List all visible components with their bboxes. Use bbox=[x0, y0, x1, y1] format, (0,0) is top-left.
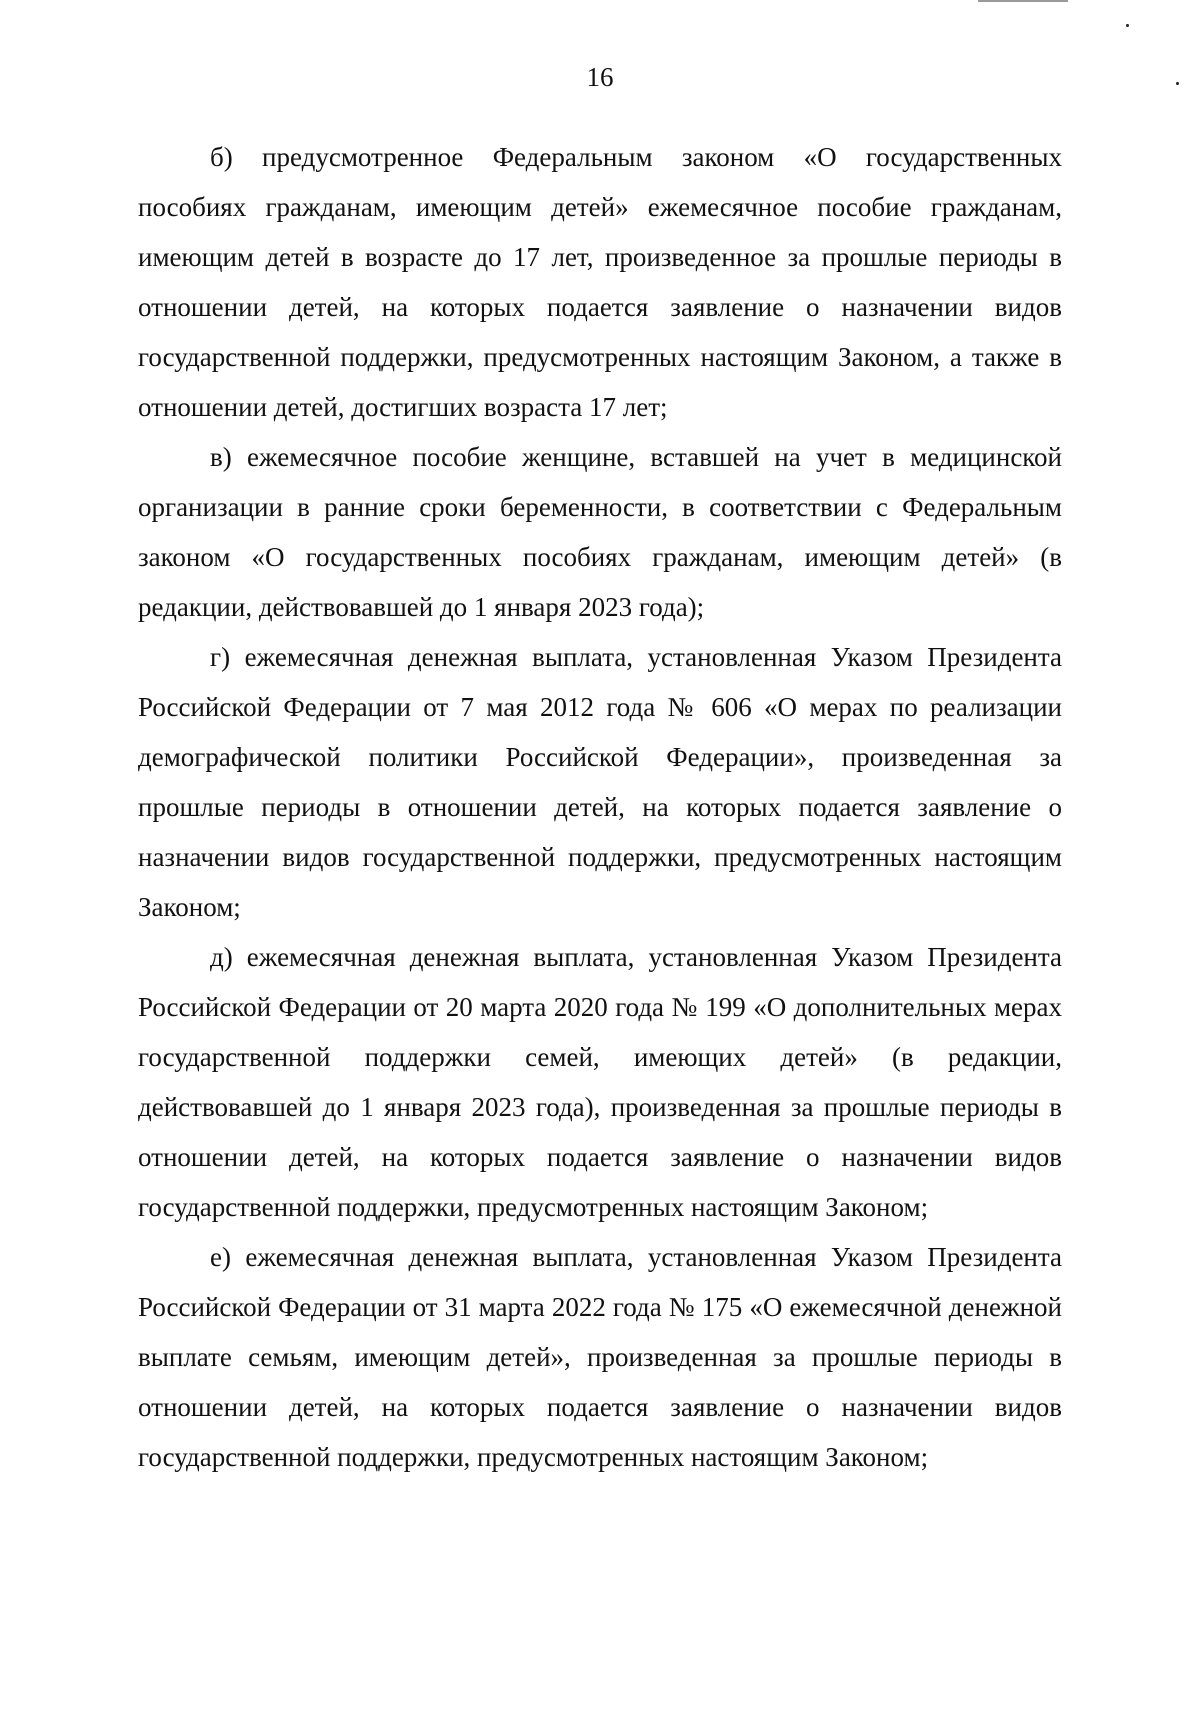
paragraph-v: в) ежемесячное пособие женщине, вставшей на учет в медицинской организации в ранние сроки беременности, в соответствии с Федеральным законом «О государственных пособиях гражданам, имеющим детей» (в редакции, действовавшей до 1 января 2023 года); bbox=[138, 442, 1062, 622]
document-body bbox=[138, 132, 1062, 1482]
scan-edge-rule bbox=[978, 0, 1068, 2]
paragraph-d: д) ежемесячная денежная выплата, установленная Указом Президента Российской Федерации от 20 марта 2020 года № 199 «О дополнительных мерах государственной поддержки семей, имеющих детей» (в редакции, действовавшей до 1 января 2023 года), произведенная за прошлые периоды в отношении детей, на которых подается заявление о назначении видов государственной поддержки, предусмотренных настоящим Законом; bbox=[138, 942, 1062, 1222]
paragraph-g: г) ежемесячная денежная выплата, установленная Указом Президента Российской Федерации от 7 мая 2012 года № 606 «О мерах по реализации демографической политики Российской Федерации», произведенная за прошлые периоды в отношении детей, на которых подается заявление о назначении видов государственной поддержки, предусмотренных настоящим Законом; bbox=[138, 642, 1062, 922]
page-number: 16 bbox=[586, 62, 614, 92]
scan-speck bbox=[1126, 24, 1129, 27]
paragraph-b: б) предусмотренное Федеральным законом «О государственных пособиях гражданам, имеющим детей» ежемесячное пособие гражданам, имеющим детей в возрасте до 17 лет, произведенное за прошлые периоды в отношении детей, на которых подается заявление о назначении видов государственной поддержки, предусмотренных настоящим Законом, а также в отношении детей, достигших возраста 17 лет; bbox=[138, 142, 1062, 422]
paragraph-e: е) ежемесячная денежная выплата, установленная Указом Президента Российской Федерации от 31 марта 2022 года № 175 «О ежемесячной денежной выплате семьям, имеющим детей», произведенная за прошлые периоды в отношении детей, на которых подается заявление о назначении видов государственной поддержки, предусмотренных настоящим Законом; bbox=[138, 1242, 1062, 1472]
